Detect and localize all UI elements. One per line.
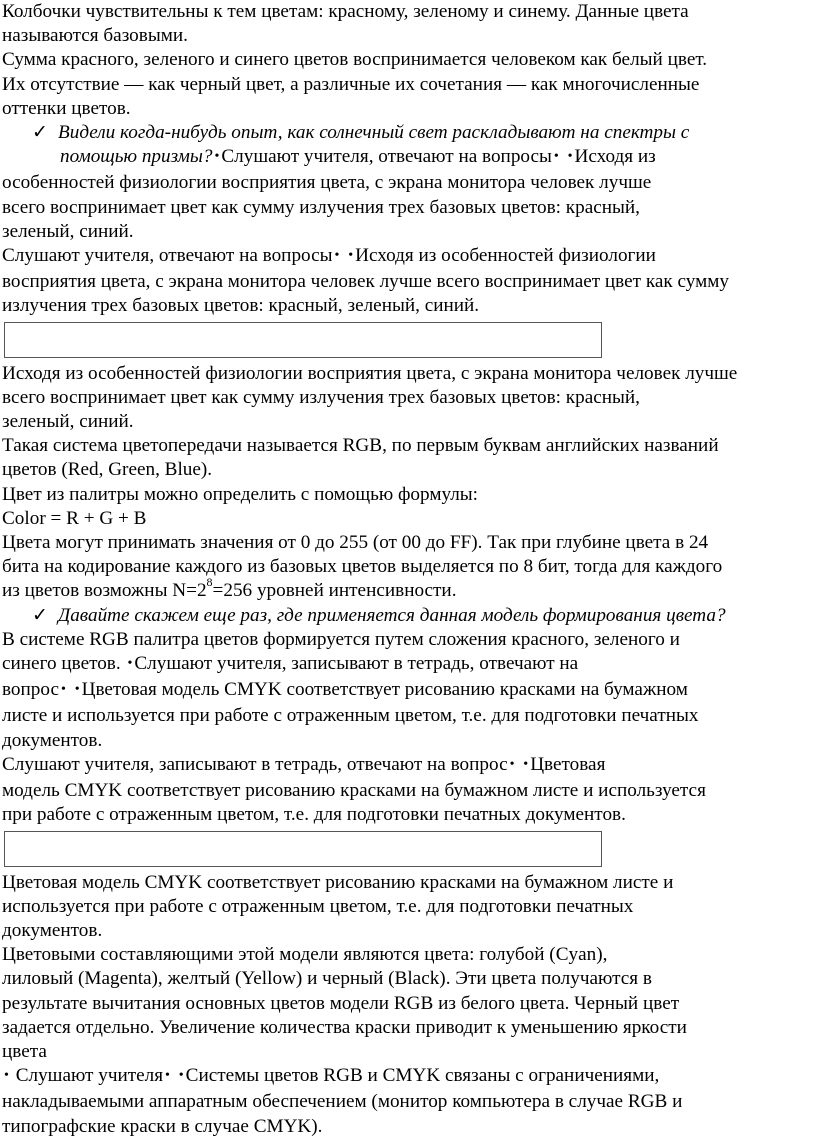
text-line [2, 753, 816, 779]
inline-text: Слушают учителя [15, 1065, 164, 1087]
inline-text: Цветовая модель CMYK соответствует рисованию красками на бумажном [81, 679, 688, 701]
text-line: Цветовая модель CMYK соответствует рисованию красками на бумажном листе и [2, 871, 674, 893]
question-line [2, 604, 816, 628]
text-line: типографские краски в случае CMYK). [2, 1115, 323, 1137]
text-line: оттенки цветов. [2, 97, 131, 119]
text-line: особенностей физиологии восприятия цвета, с экрана монитора человек лучше [2, 172, 652, 194]
text-line: зеленый, синий. [2, 220, 134, 242]
text-line: Исходя из особенностей физиологии восприятия цвета, с экрана монитора человек лучше [2, 362, 738, 384]
text-line: всего воспринимает цвет как сумму излучения трех базовых цветов: красный, [2, 386, 640, 408]
text-line: документов. [2, 729, 103, 751]
text-line: цвета [2, 1040, 47, 1062]
inline-text: синего цветов. [2, 653, 121, 675]
bullet-icon: • [509, 756, 515, 772]
exponent: 8 [206, 575, 213, 590]
bullet-icon: • [74, 682, 80, 698]
text-line [2, 652, 816, 678]
text-line: Цвета могут принимать значения от 0 до 255 (от 00 до FF). Так при глубине цвета в 24 [2, 532, 709, 554]
text-line: Цветовыми составляющими этой модели являются цвета: голубой (Cyan), [2, 944, 608, 966]
question-text: Давайте скажем еще раз, где применяется данная модель формирования цвета? [58, 604, 726, 626]
bullet-icon: • [4, 1068, 9, 1084]
text-line: лиловый (Magenta), желтый (Yellow) и черный (Black). Эти цвета получаются в [2, 968, 652, 990]
empty-text-box [4, 322, 602, 358]
bullet-icon: • [348, 248, 354, 264]
inline-text: =256 уровней интенсивности. [212, 580, 457, 602]
question-line [2, 121, 816, 145]
inline-text: Слушают учителя, записывают в тетрадь, отвечают на вопрос [2, 753, 508, 775]
text-line: Колбочки чувствительны к тем цветам: красному, зеленому и синему. Данные цвета [2, 1, 689, 22]
text-line: Цвет из палитры можно определить с помощью формулы: [2, 483, 479, 505]
text-line: зеленый, синий. [2, 411, 134, 433]
text-line: бита на кодирование каждого из базовых цветов выделяется по 8 бит, тогда для каждого [2, 556, 723, 578]
text-line: В системе RGB палитра цветов формируется путем сложения красного, зеленого и [2, 628, 680, 650]
bullet-icon: • [523, 756, 529, 772]
text-line: при работе с отраженным цветом, т.е. для подготовки печатных документов. [2, 804, 626, 826]
inline-text: Цветовая [530, 753, 606, 775]
text-line: Их отсутствие — как черный цвет, а различные их сочетания — как многочисленные [2, 73, 700, 95]
text-line: Сумма красного, зеленого и синего цветов воспринимается человеком как белый цвет. [2, 49, 708, 71]
text-line: излучения трех базовых цветов: красный, зеленый, синий. [2, 295, 480, 317]
bullet-icon: • [334, 248, 340, 264]
bullet-icon: • [60, 682, 66, 698]
text-line: цветов (Red, Green, Blue). [2, 459, 213, 481]
text-line: Такая система цветопередачи называется RGB, по первым буквам английских названий [2, 435, 719, 457]
question-text: помощью призмы? [60, 146, 213, 168]
text-line: результате вычитания основных цветов модели RGB из белого цвета. Черный цвет [2, 992, 680, 1014]
question-text: Видели когда-нибудь опыт, как солнечный свет раскладывают на спектры с [58, 122, 690, 144]
inline-text: Исходя из [574, 146, 656, 168]
inline-text: Слушают учителя, записывают в тетрадь, отвечают на [134, 653, 579, 675]
text-line: называются базовыми. [2, 25, 188, 47]
inline-text: Исходя из особенностей физиологии [355, 245, 656, 267]
empty-text-box [4, 831, 602, 867]
bullet-icon: • [127, 656, 133, 672]
inline-text: Слушают учителя, отвечают на вопросы [221, 146, 552, 168]
text-line [2, 575, 816, 603]
bullet-icon: • [178, 1068, 184, 1084]
text-line: задается отдельно. Увеличение количества краски приводит к уменьшению яркости [2, 1016, 687, 1038]
bullet-icon: • [214, 149, 220, 165]
text-line: модель CMYK соответствует рисованию красками на бумажном листе и используется [2, 780, 706, 802]
text-line: восприятия цвета, с экрана монитора человек лучше всего воспринимает цвет как сумму [2, 271, 729, 293]
bullet-icon: • [567, 149, 573, 165]
text-line: используется при работе с отраженным цветом, т.е. для подготовки печатных [2, 895, 634, 917]
text-line: листе и используется при работе с отраженным цветом, т.е. для подготовки печатных [2, 705, 699, 727]
formula-line: Color = R + G + B [2, 507, 147, 529]
text-line [2, 1064, 816, 1090]
inline-text: из цветов возможны N=2 [2, 580, 207, 602]
text-line: всего воспринимает цвет как сумму излучения трех базовых цветов: красный, [2, 196, 640, 218]
text-line: документов. [2, 919, 103, 941]
inline-text: вопрос [2, 679, 59, 701]
bullet-icon: • [553, 149, 559, 165]
text-line: накладываемыми аппаратным обеспечением (монитор компьютера в случае RGB и [2, 1091, 683, 1113]
inline-text: Слушают учителя, отвечают на вопросы [2, 245, 333, 267]
text-line [2, 244, 816, 270]
text-line [2, 678, 816, 704]
checkmark-icon: ✓ [32, 604, 49, 626]
question-line [2, 145, 816, 171]
bullet-icon: • [165, 1068, 170, 1084]
inline-text: Системы цветов RGB и CMYK связаны с ограничениями, [185, 1065, 660, 1087]
checkmark-icon: ✓ [32, 122, 49, 144]
